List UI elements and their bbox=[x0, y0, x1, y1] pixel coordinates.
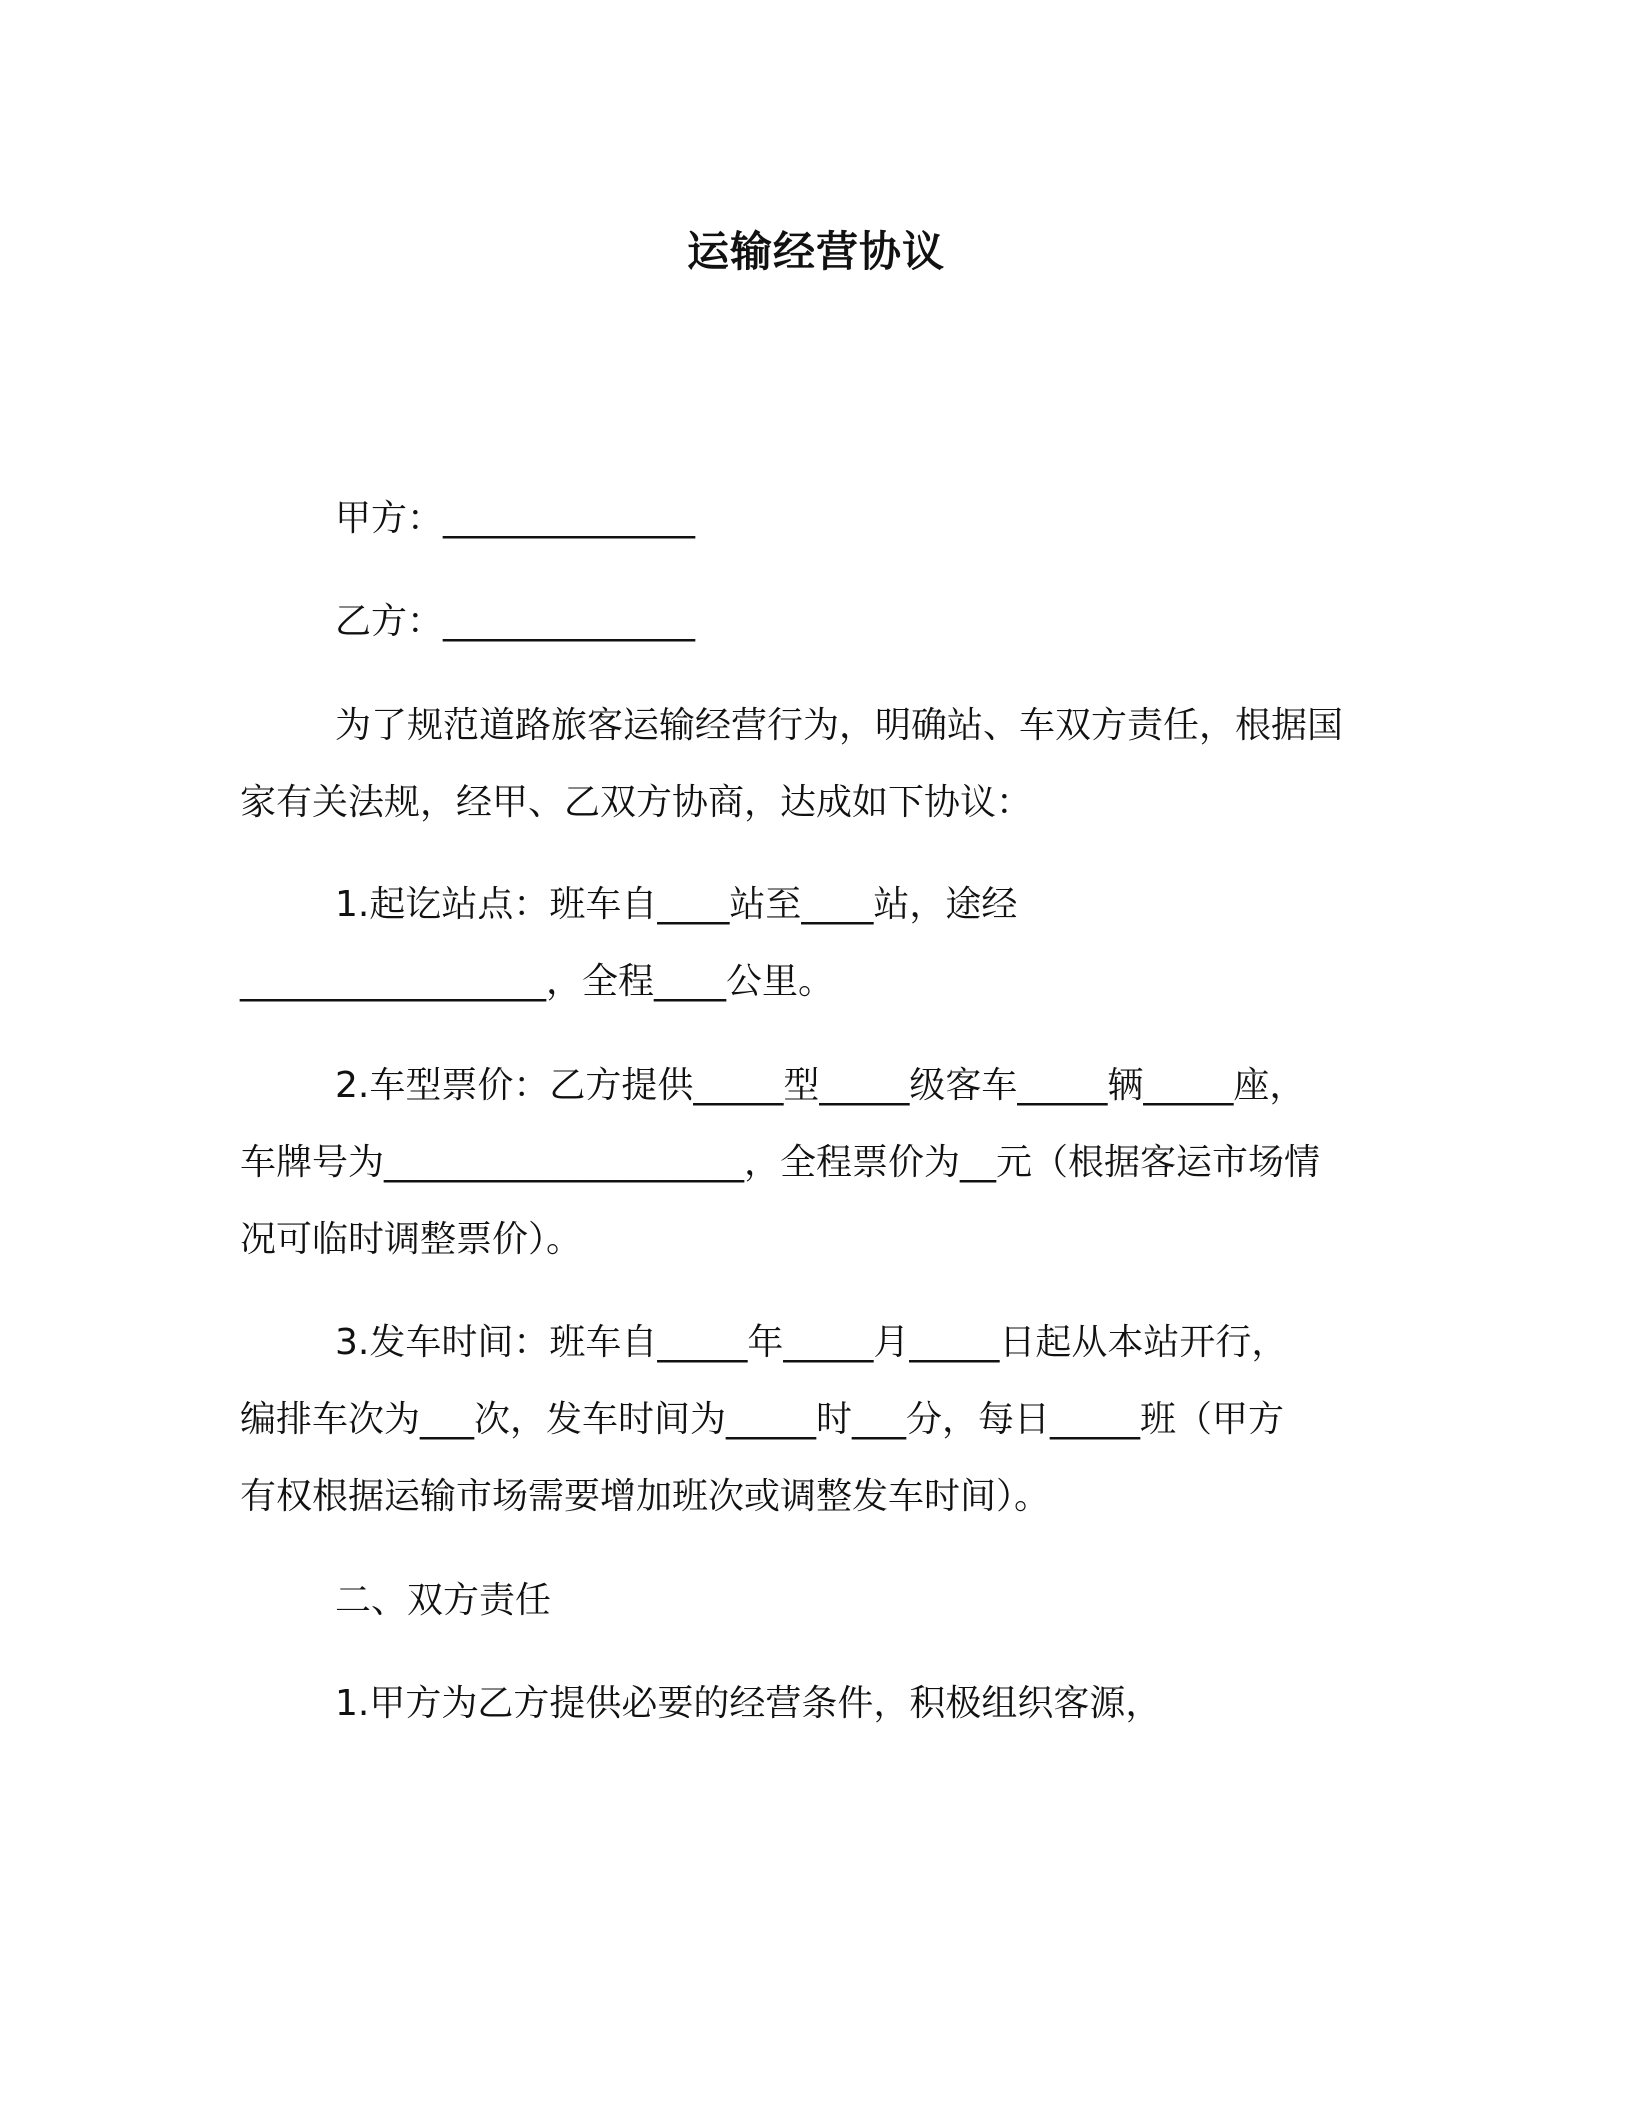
party-b-line: 乙方：______________ bbox=[335, 601, 696, 642]
item3-line-3: 有权根据运输市场需要增加班次或调整发车时间）。 bbox=[240, 1476, 1051, 1517]
section2-heading: 二、双方责任 bbox=[335, 1580, 552, 1621]
item2-line-1: 2.车型票价：乙方提供_____型_____级客车_____辆_____座， bbox=[335, 1065, 1306, 1106]
document-title: 运输经营协议 bbox=[686, 227, 945, 276]
party-a-line: 甲方：______________ bbox=[335, 498, 696, 539]
intro-line-2: 家有关法规，经甲、乙双方协商，达成如下协议： bbox=[240, 782, 1033, 823]
item2-line-3: 况可临时调整票价）。 bbox=[240, 1219, 583, 1260]
item1-line-2: _________________，全程____公里。 bbox=[240, 961, 835, 1002]
intro-line-1: 为了规范道路旅客运输经营行为，明确站、车双方责任，根据国 bbox=[335, 705, 1344, 746]
item1-line-1: 1.起讫站点：班车自____站至____站，途经 bbox=[335, 884, 1018, 925]
section2-item1: 1.甲方为乙方提供必要的经营条件，积极组织客源， bbox=[335, 1683, 1162, 1724]
item3-line-2: 编排车次为___次，发车时间为_____时___分，每日_____班（甲方 bbox=[240, 1399, 1285, 1440]
item3-line-1: 3.发车时间：班车自_____年_____月_____日起从本站开行， bbox=[335, 1322, 1288, 1363]
item2-line-2: 车牌号为____________________，全程票价为__元（根据客运市场情 bbox=[240, 1142, 1321, 1183]
